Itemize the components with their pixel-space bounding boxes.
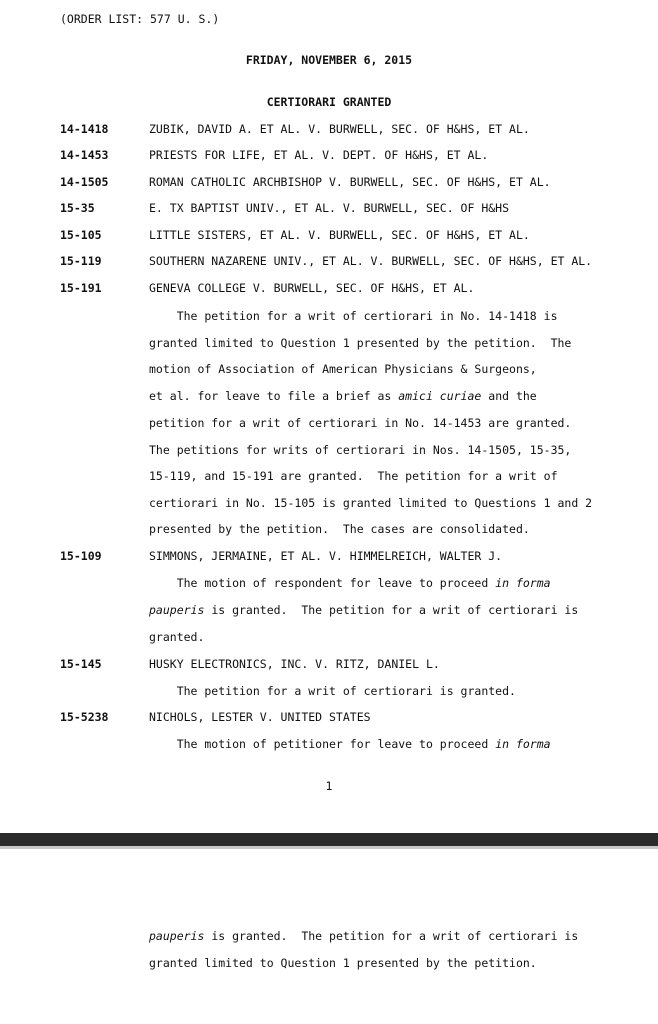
order-line: petition for a writ of certiorari in No. 14-1453 are granted. — [149, 416, 572, 430]
case-row — [0, 549, 658, 569]
docket-number: 15-105 — [60, 228, 102, 242]
case-row — [0, 254, 658, 274]
case-caption: NICHOLS, LESTER V. UNITED STATES — [149, 710, 371, 724]
case-caption: PRIESTS FOR LIFE, ET AL. V. DEPT. OF H&HS, ET AL. — [149, 148, 489, 162]
italic-term: pauperis — [149, 603, 205, 617]
text-run: is granted. The petition for a writ of certiorari is — [204, 929, 579, 943]
italic-term: in forma — [495, 737, 551, 751]
page-number: 1 — [325, 779, 333, 793]
text-run: The motion of petitioner for leave to proceed — [149, 737, 496, 751]
case-caption: E. TX BAPTIST UNIV., ET AL. V. BURWELL, SEC. OF H&HS — [149, 201, 510, 215]
docket-number: 15-5238 — [60, 710, 109, 724]
text-run: The motion of respondent for leave to proceed — [149, 576, 496, 590]
order-line: presented by the petition. The cases are consolidated. — [149, 522, 530, 536]
order-line: motion of Association of American Physicians & Surgeons, — [149, 362, 537, 376]
order-date: FRIDAY, NOVEMBER 6, 2015 — [245, 53, 413, 67]
case-row — [0, 710, 658, 730]
section-heading: CERTIORARI GRANTED — [266, 95, 392, 109]
italic-term: pauperis — [149, 929, 205, 943]
case-caption: SOUTHERN NAZARENE UNIV., ET AL. V. BURWELL, SEC. OF H&HS, ET AL. — [149, 254, 593, 268]
text-run: and the — [481, 389, 537, 403]
docket-number: 15-191 — [60, 281, 102, 295]
case-row — [0, 201, 658, 221]
page-divider-shadow — [0, 846, 658, 849]
order-line — [149, 603, 578, 617]
case-caption: SIMMONS, JERMAINE, ET AL. V. HIMMELREICH, WALTER J. — [149, 549, 503, 563]
case-row — [0, 281, 658, 301]
order-line — [149, 929, 578, 943]
order-line: granted limited to Question 1 presented by the petition. The — [149, 336, 572, 350]
docket-number: 15-119 — [60, 254, 102, 268]
case-caption: HUSKY ELECTRONICS, INC. V. RITZ, DANIEL L. — [149, 657, 440, 671]
text-run: et al. for leave to file a brief as — [149, 389, 399, 403]
order-list-header: (ORDER LIST: 577 U. S.) — [60, 12, 220, 26]
case-caption: ROMAN CATHOLIC ARCHBISHOP V. BURWELL, SEC. OF H&HS, ET AL. — [149, 175, 551, 189]
order-line: certiorari in No. 15-105 is granted limited to Questions 1 and 2 — [149, 496, 593, 510]
docket-number: 14-1418 — [60, 122, 109, 136]
docket-number: 14-1505 — [60, 175, 109, 189]
text-run: is granted. The petition for a writ of certiorari is — [204, 603, 579, 617]
docket-number: 15-109 — [60, 549, 102, 563]
order-line: 15-119, and 15-191 are granted. The petition for a writ of — [149, 469, 558, 483]
order-line: The petitions for writs of certiorari in Nos. 14-1505, 15-35, — [149, 443, 572, 457]
case-caption: LITTLE SISTERS, ET AL. V. BURWELL, SEC. OF H&HS, ET AL. — [149, 228, 530, 242]
order-line — [149, 389, 537, 403]
order-line — [149, 576, 551, 590]
italic-term: amici curiae — [398, 389, 482, 403]
docket-number: 15-145 — [60, 657, 102, 671]
case-row — [0, 228, 658, 248]
case-caption: GENEVA COLLEGE V. BURWELL, SEC. OF H&HS, ET AL. — [149, 281, 475, 295]
docket-number: 14-1453 — [60, 148, 109, 162]
docket-number: 15-35 — [60, 201, 95, 215]
order-line: granted. — [149, 630, 205, 644]
case-row — [0, 175, 658, 195]
order-line: The petition for a writ of certiorari is granted. — [149, 684, 516, 698]
italic-term: in forma — [495, 576, 551, 590]
order-line: The petition for a writ of certiorari in No. 14-1418 is — [149, 309, 558, 323]
case-row — [0, 657, 658, 677]
case-row — [0, 148, 658, 168]
page-divider — [0, 833, 658, 846]
order-line — [149, 737, 551, 751]
case-row — [0, 122, 658, 142]
order-line: granted limited to Question 1 presented by the petition. — [149, 956, 537, 970]
case-caption: ZUBIK, DAVID A. ET AL. V. BURWELL, SEC. OF H&HS, ET AL. — [149, 122, 530, 136]
